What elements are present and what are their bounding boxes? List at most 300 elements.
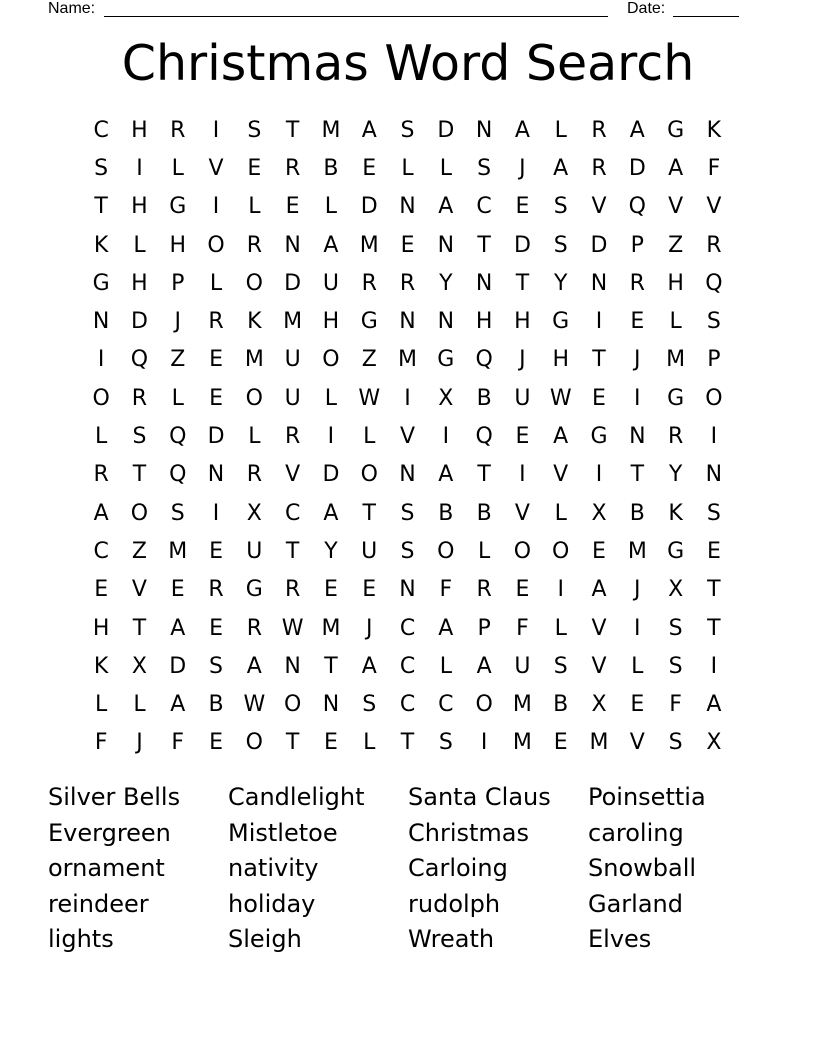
grid-letter: L bbox=[171, 385, 184, 411]
grid-letter: H bbox=[552, 347, 569, 373]
word-list-item: ornament bbox=[48, 854, 165, 883]
grid-letter: I bbox=[634, 615, 641, 641]
grid-letter: J bbox=[174, 309, 181, 335]
grid-letter: T bbox=[285, 730, 300, 756]
grid-letter: G bbox=[590, 424, 608, 450]
grid-letter: C bbox=[399, 653, 416, 679]
grid-letter: E bbox=[94, 577, 109, 603]
grid-letter: H bbox=[131, 117, 148, 143]
grid-letter: M bbox=[512, 692, 532, 718]
grid-letter: Y bbox=[668, 462, 683, 488]
grid-letter: R bbox=[476, 577, 492, 603]
grid-letter: O bbox=[130, 500, 149, 526]
grid-letter: G bbox=[667, 538, 685, 564]
grid-letter: L bbox=[477, 538, 491, 564]
grid-letter: A bbox=[629, 117, 645, 143]
grid-letter: S bbox=[553, 194, 568, 220]
grid-letter: U bbox=[322, 270, 339, 296]
grid-letter: V bbox=[208, 155, 224, 181]
grid-letter: M bbox=[244, 347, 264, 373]
grid-letter: L bbox=[363, 730, 376, 756]
grid-letter: I bbox=[595, 462, 603, 488]
grid-letter: T bbox=[592, 347, 606, 373]
grid-letter: B bbox=[476, 500, 492, 526]
grid-letter: A bbox=[361, 653, 377, 679]
grid-letter: W bbox=[281, 615, 304, 641]
grid-letter: M bbox=[321, 117, 341, 143]
grid-letter: L bbox=[439, 155, 452, 181]
grid-letter: F bbox=[516, 615, 529, 641]
grid-letter: R bbox=[399, 270, 416, 296]
grid-letter: A bbox=[514, 117, 530, 143]
grid-letter: L bbox=[669, 309, 682, 335]
name-label: Name: bbox=[48, 0, 96, 17]
grid-letter: L bbox=[554, 500, 567, 526]
grid-letter: A bbox=[438, 462, 454, 488]
grid-letter: Q bbox=[169, 424, 187, 450]
grid-letter: D bbox=[590, 232, 608, 258]
grid-letter: O bbox=[360, 462, 378, 488]
grid-letter: D bbox=[284, 270, 302, 296]
grid-letter: S bbox=[477, 155, 492, 181]
grid-letter: N bbox=[322, 692, 340, 718]
grid-letter: S bbox=[668, 730, 683, 756]
grid-letter: O bbox=[552, 538, 570, 564]
grid-letter: V bbox=[399, 424, 416, 450]
grid-letter: E bbox=[553, 730, 568, 756]
grid-letter: S bbox=[400, 117, 415, 143]
grid-letter: M bbox=[359, 232, 379, 258]
grid-letter: O bbox=[705, 385, 723, 411]
grid-letter: G bbox=[169, 194, 187, 220]
grid-letter: I bbox=[136, 155, 143, 181]
grid-letter: K bbox=[93, 653, 109, 679]
grid-letter: E bbox=[400, 232, 415, 258]
grid-letter: A bbox=[668, 155, 684, 181]
grid-letter: X bbox=[668, 577, 684, 603]
grid-letter: X bbox=[438, 385, 454, 411]
grid-letter: H bbox=[667, 270, 684, 296]
grid-letter: B bbox=[323, 155, 339, 181]
grid-letter: H bbox=[92, 615, 110, 641]
grid-letter: R bbox=[284, 577, 301, 603]
grid-letter: Z bbox=[131, 538, 147, 564]
grid-letter: M bbox=[666, 347, 686, 373]
grid-letter: D bbox=[207, 424, 225, 450]
grid-letter: T bbox=[707, 615, 721, 641]
grid-letter: N bbox=[284, 653, 301, 679]
grid-letter: I bbox=[519, 462, 526, 488]
grid-letter: N bbox=[284, 232, 301, 258]
grid-letter: E bbox=[209, 730, 223, 756]
grid-letter: I bbox=[710, 424, 718, 450]
grid-letter: L bbox=[401, 155, 414, 181]
grid-letter: F bbox=[707, 155, 721, 181]
grid-letter: R bbox=[246, 615, 262, 641]
page-title: Christmas Word Search bbox=[121, 35, 695, 92]
grid-letter: N bbox=[437, 232, 455, 258]
grid-letter: E bbox=[515, 424, 530, 450]
grid-letter: Q bbox=[130, 347, 149, 373]
grid-letter: A bbox=[706, 692, 722, 718]
grid-letter: T bbox=[707, 577, 721, 603]
grid-letter: S bbox=[132, 424, 147, 450]
grid-letter: Y bbox=[439, 270, 453, 296]
grid-letter: C bbox=[476, 194, 492, 220]
grid-letter: Y bbox=[553, 270, 568, 296]
grid-letter: S bbox=[94, 155, 109, 181]
grid-letter: B bbox=[476, 385, 492, 411]
grid-letter: D bbox=[360, 194, 378, 220]
grid-letter: U bbox=[284, 385, 301, 411]
grid-letter: T bbox=[132, 462, 147, 488]
grid-letter: A bbox=[553, 424, 569, 450]
grid-letter: C bbox=[438, 692, 454, 718]
grid-letter: S bbox=[668, 653, 683, 679]
grid-letter: S bbox=[668, 615, 683, 641]
grid-letter: B bbox=[208, 692, 224, 718]
grid-letter: K bbox=[247, 309, 262, 335]
word-list-item: Wreath bbox=[408, 925, 495, 954]
grid-letter: E bbox=[706, 538, 721, 564]
grid-letter: U bbox=[246, 538, 263, 564]
grid-letter: O bbox=[437, 538, 455, 564]
grid-letter: L bbox=[324, 194, 338, 220]
grid-letter: K bbox=[668, 500, 683, 526]
grid-letter: L bbox=[554, 615, 567, 641]
grid-letter: X bbox=[591, 500, 607, 526]
grid-letter: B bbox=[629, 500, 645, 526]
grid-letter: S bbox=[400, 500, 415, 526]
grid-letter: V bbox=[706, 194, 722, 220]
grid-letter: I bbox=[404, 385, 411, 411]
word-list-item: Garland bbox=[588, 889, 683, 918]
grid-letter: F bbox=[669, 692, 682, 718]
grid-letter: I bbox=[442, 424, 450, 450]
grid-letter: N bbox=[399, 577, 416, 603]
word-list-item: Santa Claus bbox=[408, 783, 551, 811]
grid-letter: U bbox=[514, 653, 531, 679]
grid-letter: T bbox=[477, 462, 491, 488]
grid-letter: I bbox=[480, 730, 488, 756]
grid-letter: S bbox=[438, 730, 453, 756]
grid-letter: T bbox=[285, 538, 300, 564]
grid-letter: G bbox=[552, 309, 570, 335]
grid-letter: Q bbox=[475, 347, 493, 373]
grid-letter: I bbox=[595, 309, 603, 335]
grid-letter: A bbox=[553, 155, 569, 181]
grid-letter: L bbox=[324, 385, 338, 411]
word-list-item: Carloing bbox=[408, 854, 508, 883]
grid-letter: P bbox=[477, 615, 491, 641]
grid-letter: D bbox=[628, 155, 646, 181]
grid-letter: W bbox=[549, 385, 572, 411]
grid-letter: V bbox=[285, 462, 301, 488]
grid-letter: I bbox=[634, 385, 641, 411]
grid-letter: R bbox=[93, 462, 109, 488]
grid-letter: N bbox=[590, 270, 608, 296]
grid-letter: E bbox=[285, 194, 300, 220]
letter-grid bbox=[82, 111, 733, 762]
grid-letter: S bbox=[400, 538, 415, 564]
grid-letter: A bbox=[170, 692, 186, 718]
grid-letter: M bbox=[321, 615, 341, 641]
grid-letter: F bbox=[94, 730, 108, 756]
grid-letter: J bbox=[634, 347, 641, 373]
grid-letter: Q bbox=[169, 462, 187, 488]
grid-letter: U bbox=[284, 347, 301, 373]
grid-letter: T bbox=[324, 653, 338, 679]
grid-letter: D bbox=[322, 462, 340, 488]
grid-letter: L bbox=[554, 117, 567, 143]
date-label: Date: bbox=[627, 0, 666, 17]
grid-letter: S bbox=[362, 692, 377, 718]
grid-letter: R bbox=[284, 155, 301, 181]
grid-letter: M bbox=[512, 730, 532, 756]
grid-letter: L bbox=[439, 653, 452, 679]
grid-letter: L bbox=[133, 692, 146, 718]
grid-letter: C bbox=[284, 500, 301, 526]
grid-letter: V bbox=[591, 653, 607, 679]
word-list-item: Silver Bells bbox=[48, 783, 181, 811]
grid-letter: I bbox=[212, 500, 220, 526]
grid-letter: X bbox=[131, 653, 147, 679]
grid-letter: T bbox=[515, 270, 530, 296]
grid-letter: K bbox=[706, 117, 722, 143]
grid-letter: N bbox=[399, 194, 416, 220]
date-blank-line bbox=[673, 16, 739, 17]
grid-letter: N bbox=[399, 309, 416, 335]
grid-letter: R bbox=[667, 424, 684, 450]
grid-letter: L bbox=[209, 270, 223, 296]
grid-letter: E bbox=[323, 577, 338, 603]
word-list-item: Christmas bbox=[408, 818, 530, 847]
name-blank-line bbox=[104, 16, 608, 17]
grid-letter: P bbox=[171, 270, 185, 296]
grid-letter: E bbox=[209, 538, 223, 564]
word-list-item: Poinsettia bbox=[588, 783, 706, 811]
grid-letter: N bbox=[399, 462, 416, 488]
grid-letter: V bbox=[629, 730, 645, 756]
grid-letter: O bbox=[245, 385, 263, 411]
grid-letter: I bbox=[97, 347, 105, 373]
grid-letter: O bbox=[245, 270, 263, 296]
grid-letter: G bbox=[437, 347, 455, 373]
grid-letter: A bbox=[476, 653, 492, 679]
grid-letter: I bbox=[710, 653, 718, 679]
grid-letter: M bbox=[283, 309, 303, 335]
grid-letter: R bbox=[284, 424, 301, 450]
grid-letter: E bbox=[323, 730, 338, 756]
grid-letter: J bbox=[519, 347, 526, 373]
grid-letter: O bbox=[283, 692, 302, 718]
grid-letter: I bbox=[212, 117, 220, 143]
grid-letter: E bbox=[592, 538, 606, 564]
grid-letter: N bbox=[475, 270, 493, 296]
grid-letter: N bbox=[705, 462, 723, 488]
word-list-item: Elves bbox=[588, 925, 652, 954]
grid-letter: D bbox=[437, 117, 455, 143]
grid-letter: V bbox=[553, 462, 569, 488]
grid-letter: E bbox=[515, 577, 530, 603]
grid-letter: V bbox=[591, 194, 607, 220]
grid-letter: R bbox=[706, 232, 722, 258]
grid-letter: Q bbox=[705, 270, 723, 296]
grid-letter: G bbox=[667, 385, 685, 411]
word-list-item: reindeer bbox=[48, 889, 149, 918]
grid-letter: M bbox=[627, 538, 647, 564]
grid-letter: E bbox=[362, 155, 377, 181]
grid-letter: S bbox=[553, 653, 568, 679]
grid-letter: U bbox=[514, 385, 531, 411]
grid-letter: L bbox=[631, 653, 644, 679]
grid-letter: R bbox=[629, 270, 645, 296]
grid-letter: H bbox=[322, 309, 340, 335]
grid-letter: C bbox=[399, 692, 416, 718]
grid-letter: E bbox=[362, 577, 377, 603]
grid-letter: T bbox=[630, 462, 645, 488]
grid-letter: J bbox=[634, 577, 641, 603]
grid-letter: D bbox=[130, 309, 148, 335]
grid-letter: V bbox=[131, 577, 147, 603]
grid-letter: E bbox=[209, 615, 223, 641]
grid-letter: S bbox=[247, 117, 262, 143]
grid-letter: X bbox=[706, 730, 722, 756]
grid-letter: N bbox=[475, 117, 493, 143]
grid-letter: E bbox=[209, 385, 223, 411]
grid-letter: M bbox=[589, 730, 609, 756]
grid-letter: E bbox=[592, 385, 606, 411]
grid-letter: V bbox=[668, 194, 684, 220]
grid-letter: H bbox=[514, 309, 531, 335]
grid-letter: S bbox=[706, 500, 721, 526]
grid-letter: P bbox=[707, 347, 721, 373]
grid-letter: T bbox=[94, 194, 108, 220]
grid-letter: A bbox=[361, 117, 377, 143]
grid-letter: C bbox=[399, 615, 416, 641]
grid-letter: T bbox=[132, 615, 147, 641]
grid-letter: R bbox=[208, 577, 224, 603]
grid-letter: G bbox=[245, 577, 263, 603]
grid-letter: A bbox=[246, 653, 262, 679]
grid-letter: E bbox=[630, 309, 645, 335]
grid-letter: J bbox=[136, 730, 143, 756]
grid-letter: F bbox=[439, 577, 453, 603]
grid-letter: N bbox=[437, 309, 455, 335]
grid-letter: S bbox=[170, 500, 185, 526]
grid-letter: R bbox=[591, 155, 607, 181]
grid-letter: X bbox=[591, 692, 607, 718]
grid-letter: E bbox=[209, 347, 223, 373]
grid-letter: A bbox=[93, 500, 109, 526]
grid-letter: L bbox=[95, 424, 108, 450]
grid-letter: N bbox=[92, 309, 110, 335]
grid-letter: A bbox=[170, 615, 186, 641]
grid-letter: A bbox=[438, 194, 454, 220]
grid-letter: U bbox=[361, 538, 378, 564]
word-list-item: Mistletoe bbox=[228, 818, 338, 847]
grid-letter: J bbox=[519, 155, 526, 181]
grid-letter: L bbox=[248, 424, 261, 450]
grid-letter: S bbox=[209, 653, 224, 679]
grid-letter: S bbox=[553, 232, 568, 258]
grid-letter: M bbox=[168, 538, 188, 564]
grid-letter: C bbox=[93, 538, 109, 564]
grid-letter: Z bbox=[668, 232, 684, 258]
word-list-item: Evergreen bbox=[48, 818, 171, 847]
grid-letter: O bbox=[207, 232, 225, 258]
grid-letter: A bbox=[323, 232, 339, 258]
grid-letter: B bbox=[438, 500, 454, 526]
grid-letter: Y bbox=[324, 538, 338, 564]
grid-letter: I bbox=[327, 424, 335, 450]
grid-letter: D bbox=[513, 232, 531, 258]
word-list-item: caroling bbox=[588, 818, 684, 847]
grid-letter: O bbox=[322, 347, 340, 373]
grid-letter: R bbox=[208, 309, 224, 335]
word-list-item: Candlelight bbox=[228, 783, 365, 811]
grid-letter: R bbox=[591, 117, 607, 143]
grid-letter: L bbox=[363, 424, 376, 450]
grid-letter: R bbox=[170, 117, 186, 143]
grid-letter: Z bbox=[170, 347, 186, 373]
grid-letter: E bbox=[170, 577, 185, 603]
grid-letter: J bbox=[365, 615, 373, 641]
grid-letter: S bbox=[706, 309, 721, 335]
grid-letter: L bbox=[248, 194, 261, 220]
grid-letter: H bbox=[131, 270, 148, 296]
grid-letter: R bbox=[246, 232, 262, 258]
grid-letter: H bbox=[169, 232, 187, 258]
grid-letter: E bbox=[630, 692, 645, 718]
grid-letter: I bbox=[557, 577, 564, 603]
grid-letter: L bbox=[133, 232, 146, 258]
grid-letter: T bbox=[477, 232, 491, 258]
grid-letter: E bbox=[515, 194, 530, 220]
word-list bbox=[48, 780, 768, 958]
grid-letter: C bbox=[93, 117, 109, 143]
grid-letter: O bbox=[92, 385, 110, 411]
grid-letter: N bbox=[629, 424, 646, 450]
grid-letter: Z bbox=[361, 347, 377, 373]
grid-letter: W bbox=[358, 385, 381, 411]
grid-letter: L bbox=[95, 692, 108, 718]
grid-letter: W bbox=[243, 692, 266, 718]
grid-letter: K bbox=[93, 232, 109, 258]
word-list-item: lights bbox=[48, 925, 114, 954]
grid-letter: D bbox=[169, 653, 187, 679]
grid-letter: I bbox=[212, 194, 220, 220]
grid-letter: Q bbox=[628, 194, 646, 220]
grid-letter: B bbox=[553, 692, 569, 718]
grid-letter: R bbox=[361, 270, 377, 296]
grid-letter: E bbox=[247, 155, 262, 181]
grid-letter: N bbox=[207, 462, 225, 488]
grid-letter: M bbox=[398, 347, 418, 373]
grid-letter: T bbox=[400, 730, 415, 756]
word-list-item: Sleigh bbox=[228, 925, 302, 954]
grid-letter: X bbox=[246, 500, 262, 526]
grid-letter: G bbox=[667, 117, 685, 143]
grid-letter: T bbox=[285, 117, 300, 143]
grid-letter: A bbox=[591, 577, 607, 603]
grid-letter: F bbox=[171, 730, 185, 756]
grid-letter: H bbox=[475, 309, 493, 335]
grid-letter: H bbox=[131, 194, 148, 220]
grid-letter: O bbox=[245, 730, 263, 756]
word-list-item: rudolph bbox=[408, 889, 501, 918]
grid-letter: R bbox=[246, 462, 262, 488]
